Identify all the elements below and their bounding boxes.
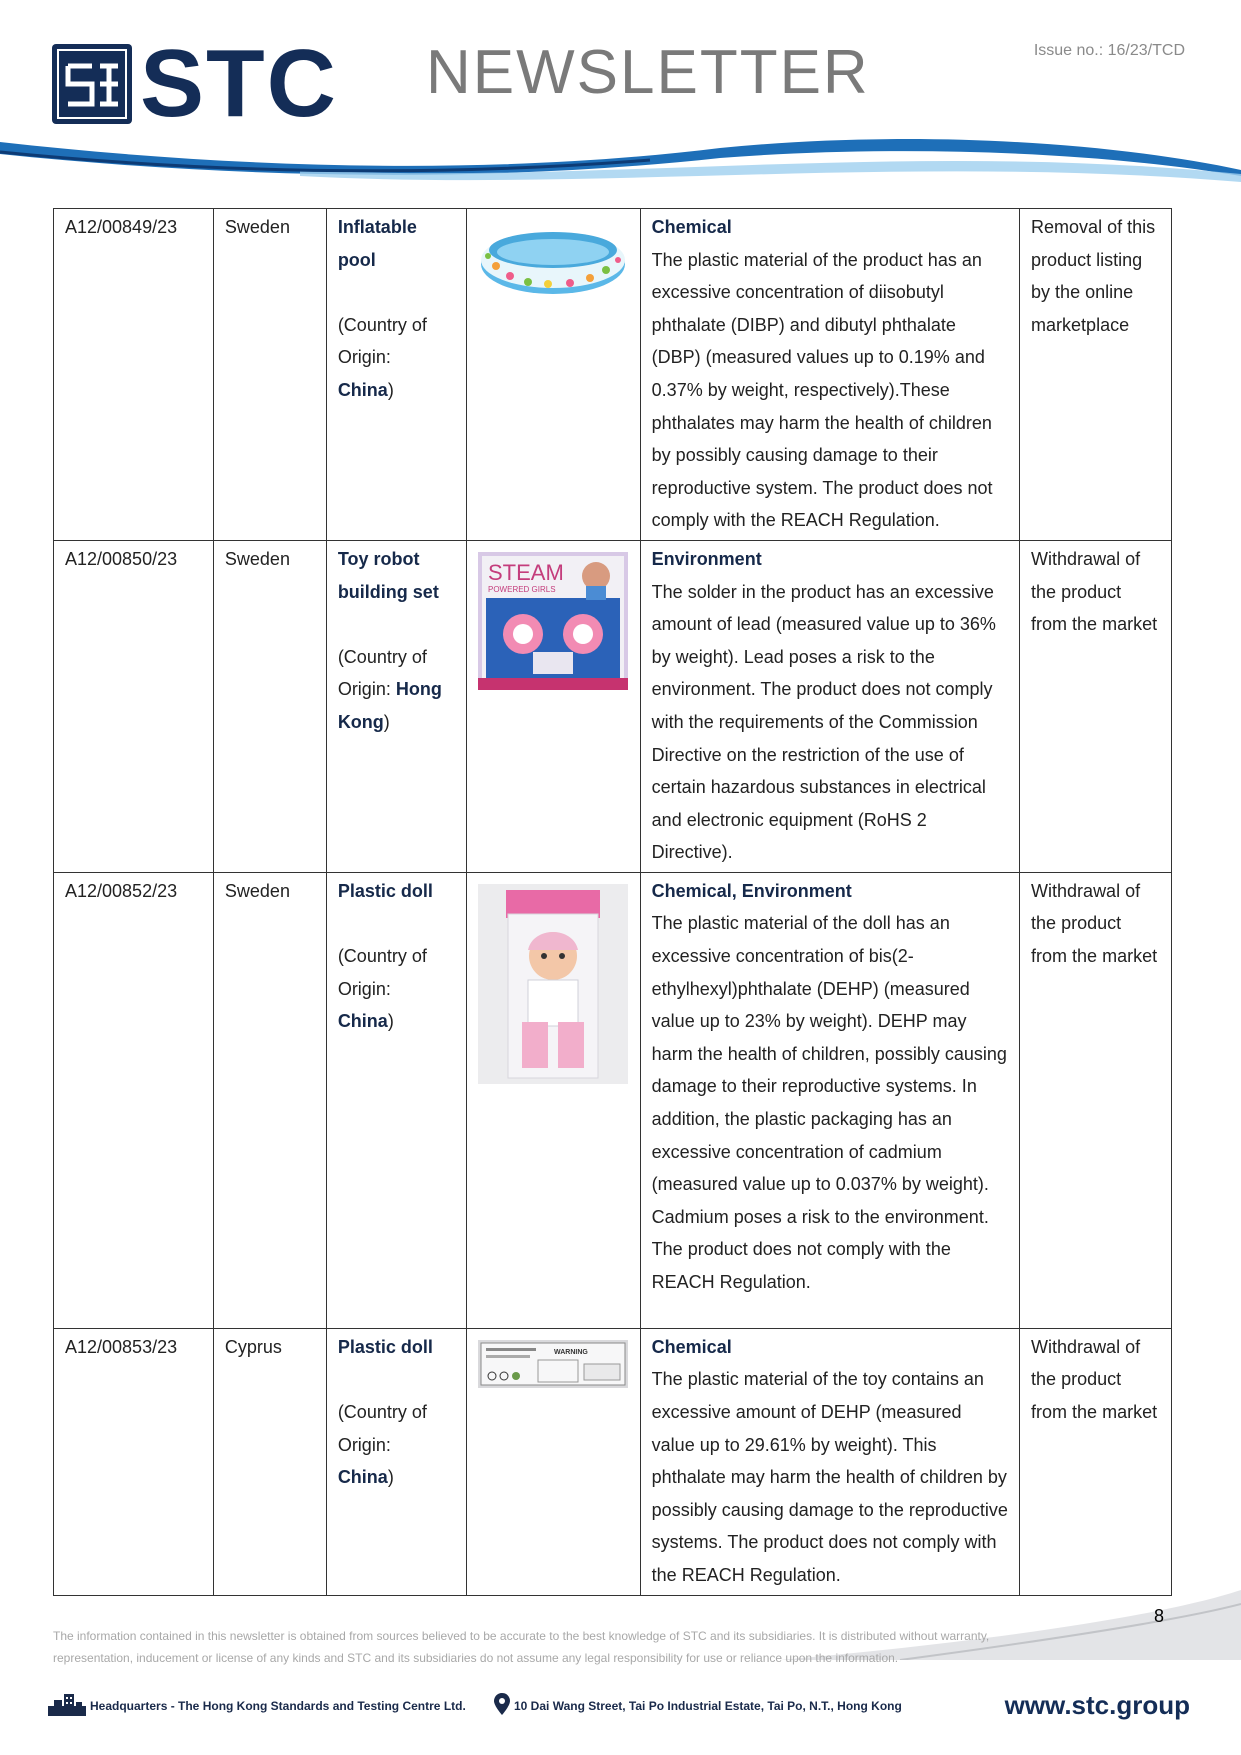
origin-label: (Country of	[337, 646, 427, 667]
page-footer	[48, 1692, 1198, 1722]
plastic-doll-image	[478, 884, 628, 1084]
origin-label-cont: Origin:	[337, 679, 391, 700]
robot-kit-box-image	[478, 552, 628, 690]
origin-label-cont: Origin:	[337, 978, 391, 999]
product-name: Plastic doll	[337, 1336, 433, 1357]
origin-label: (Country of	[337, 1402, 427, 1423]
product-name-cont: pool	[337, 249, 376, 270]
product-image-cell	[466, 540, 640, 872]
risk-description-cell	[640, 872, 1019, 1328]
header-wave-decoration	[0, 130, 1241, 200]
page-header	[0, 0, 1241, 200]
stc-logo-icon	[52, 44, 132, 124]
country-cell: Sweden	[213, 209, 326, 541]
brand-logo-text: STC	[140, 30, 338, 137]
origin-close: )	[383, 711, 390, 732]
risk-type: Environment	[651, 548, 762, 569]
product-image-cell	[466, 872, 640, 1328]
risk-description: The plastic material of the toy contains an excessive amount of DEHP (measured value up to 29.61% by weight). This phthalate may harm the health of children by possibly causing damage to the reproductive systems. The product does not comply with the REACH Regulation.	[651, 1369, 1008, 1586]
product-cell	[326, 209, 466, 541]
inflatable-pool-image	[478, 220, 628, 298]
label-warning-text: WARNING	[553, 1348, 588, 1356]
risk-type: Chemical	[651, 1336, 732, 1357]
origin-country: China	[337, 1011, 388, 1032]
product-image-cell	[466, 209, 640, 541]
box-subtitle-text: POWERED GIRLS	[487, 584, 556, 594]
headquarters-label: Headquarters - The Hong Kong Standards and Testing Centre Ltd.	[90, 1699, 466, 1713]
risk-description: The plastic material of the product has an excessive concentration of diisobutyl phthalate (DIBP) and dibutyl phthalate (DBP) (measured values up to 0.19% and 0.37% by weight, respectively).These phthalates may harm the health of children by possibly causing damage to their reproductive system. The product does not comply with the REACH Regulation.	[651, 249, 993, 531]
origin-country: China	[337, 1467, 388, 1488]
risk-description: The plastic material of the doll has an excessive concentration of bis(2-ethylhexyl)phthalate (DEHP) (measured value up to 23% by weight). DEHP may harm the health of children, possibly causing damage to their reproductive systems. In addition, the plastic packaging has an excessive concentration of cadmium (measured value up to 0.037% by weight). Cadmium poses a risk to the environment. The product does not comply with the REACH Regulation.	[651, 913, 1007, 1292]
product-cell	[326, 540, 466, 872]
product-name: Plastic doll	[337, 880, 433, 901]
origin-label: (Country of	[337, 946, 427, 967]
risk-description: The solder in the product has an excessive amount of lead (measured value up to 36% by weight). Lead poses a risk to the environment. The product does not comply with the requirements of the Commission Directive on the restriction of the use of certain hazardous substances in electrical and electronic equipment (RoHS 2 Directive).	[651, 581, 996, 863]
measures-cell: Withdrawal of the product from the market	[1020, 540, 1172, 872]
reference-cell: A12/00852/23	[54, 872, 214, 1328]
product-image-cell	[466, 1328, 640, 1595]
reference-cell: A12/00849/23	[54, 209, 214, 541]
disclaimer-text: The information contained in this newsletter is obtained from sources believed to be accurate to the best knowledge of STC and its subsidiaries. It is distributed without warranty, representation, inducement or license of any kinds and STC and its subsidiaries do not assume any legal responsibility for use or reliance upon the information.	[53, 1629, 990, 1665]
product-cell	[326, 1328, 466, 1595]
origin-close: )	[387, 379, 394, 400]
product-name: Toy robot	[337, 548, 420, 569]
table-row	[54, 872, 1172, 1328]
website-link[interactable]: www.stc.group	[1004, 1690, 1190, 1720]
origin-close: )	[387, 1467, 394, 1488]
issue-number: Issue no.: 16/23/TCD	[1033, 42, 1185, 59]
product-name-cont: building set	[337, 581, 439, 602]
origin-label-cont: Origin:	[337, 1434, 391, 1455]
risk-type: Chemical	[651, 217, 732, 237]
address-label: 10 Dai Wang Street, Tai Po Industrial Estate, Tai Po, N.T., Hong Kong	[514, 1699, 902, 1713]
product-cell	[326, 872, 466, 1328]
risk-description-cell	[640, 540, 1019, 872]
table-row	[54, 540, 1172, 872]
newsletter-title: NEWSLETTER	[426, 38, 870, 107]
measures-cell: Removal of this product listing by the online marketplace	[1020, 209, 1172, 541]
origin-close: )	[387, 1011, 394, 1032]
country-cell: Sweden	[213, 540, 326, 872]
box-brand-text: STEAM	[487, 559, 564, 585]
origin-label-cont: Origin:	[337, 347, 391, 368]
product-name: Inflatable	[337, 217, 417, 237]
measures-cell: Withdrawal of the product from the market	[1020, 1328, 1172, 1595]
origin-country: Hong Kong	[337, 679, 442, 732]
country-cell: Cyprus	[213, 1328, 326, 1595]
risk-description-cell	[640, 209, 1019, 541]
origin-label: (Country of	[337, 314, 427, 335]
recall-table	[53, 208, 1172, 1596]
page-number: 8	[1154, 1606, 1165, 1626]
table-row	[54, 1328, 1172, 1595]
risk-description-cell	[640, 1328, 1019, 1595]
reference-cell: A12/00853/23	[54, 1328, 214, 1595]
map-pin-icon	[494, 1693, 510, 1715]
measures-cell: Withdrawal of the product from the market	[1020, 872, 1172, 1328]
risk-type: Chemical, Environment	[651, 880, 852, 901]
building-icon	[48, 1694, 86, 1716]
table-row	[54, 209, 1172, 541]
origin-country: China	[337, 379, 388, 400]
reference-cell: A12/00850/23	[54, 540, 214, 872]
product-label-image	[478, 1340, 628, 1388]
country-cell: Sweden	[213, 872, 326, 1328]
